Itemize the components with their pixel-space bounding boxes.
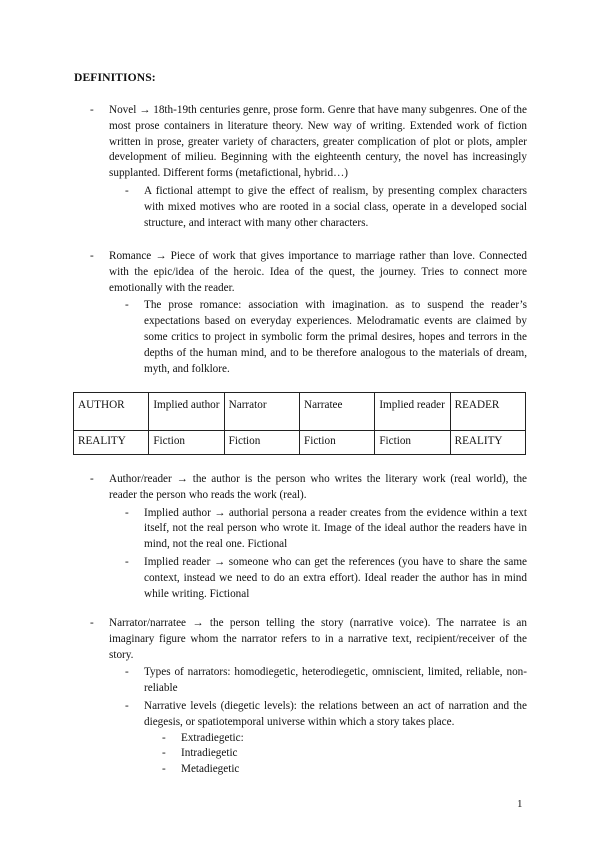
list-item-narrator (90, 616, 527, 663)
bullet-dash: - (162, 763, 166, 776)
novel-subitem (90, 184, 527, 231)
bullet-dash: - (125, 666, 129, 679)
level-intradiegetic (90, 746, 527, 762)
table-cell: AUTHOR (74, 393, 149, 431)
narrator-types-subitem (90, 665, 527, 697)
list-item-novel (90, 103, 527, 182)
list-item-author-reader (90, 472, 527, 504)
romance-text: Romance → Piece of work that gives importance to marriage rather than love. Connected with the epic/idea of the heroic. Idea of the quest, the journey. Tries to connect more emotionally with the reader. (109, 250, 527, 294)
bullet-dash: - (90, 617, 94, 629)
level-extradiegetic (90, 731, 527, 747)
bullet-dash: - (90, 250, 94, 262)
narrator-types-text: Types of narrators: homodiegetic, heterodiegetic, omniscient, limited, reliable, non-reliable (144, 666, 527, 695)
romance-section (90, 249, 527, 377)
narrative-levels-subitem (90, 699, 527, 731)
bullet-dash: - (125, 184, 129, 197)
romance-sub-text: The prose romance: association with imagination. as to suspend the reader’s expectations based on everyday experiences. Melodramatic events are claimed by some critics to project in symbolic form the primal desires, hopes and terrors in the depths of the human mind, and to be therefore analogous to the materials of dream, myth, and folklore. (144, 299, 527, 375)
novel-text: Novel → 18th-19th centuries genre, prose form. Genre that have many subgenres. One of the most prose containers in literature theory. New way of writing. Extended work of fiction written in prose, greater variety of characters, greater complication of plot or plots, ampler development of milieu. Beginning with the eighteenth century, the novel has increasingly supplanted. Different forms (metafictional, hybrid…) (109, 104, 527, 180)
table-row (74, 431, 526, 455)
novel-section (90, 103, 527, 231)
table-cell: Fiction (375, 431, 450, 455)
list-item-romance (90, 249, 527, 296)
romance-subitem (90, 298, 527, 377)
narrative-levels-text: Narrative levels (diegetic levels): the relations between an act of narration and the diegesis, or spatiotemporal universe within which a story takes place. (144, 699, 527, 728)
bullet-dash: - (162, 747, 166, 760)
roles-table (73, 392, 526, 455)
implied-author-subitem (90, 506, 527, 553)
table-cell: REALITY (450, 431, 525, 455)
novel-sub-text: A fictional attempt to give the effect of realism, by presenting complex characters with mixed motives who are rooted in a social class, operate in a developed social structure, and interact with many other characters. (144, 184, 527, 229)
author-reader-text: Author/reader → the author is the person who writes the literary work (real world), the reader the person who reads the work (real). (109, 473, 527, 501)
table-cell: Narratee (299, 393, 374, 431)
table-cell: Fiction (224, 431, 299, 455)
implied-author-text: Implied author → authorial persona a reader creates from the evidence within a text itself, not the real person who wrote it. Image of the ideal author the readers have in mind, not the real one. Fictional (144, 506, 527, 551)
level-text: Intradiegetic (181, 747, 238, 760)
bullet-dash: - (90, 104, 94, 116)
bullet-dash: - (162, 731, 166, 744)
bullet-dash: - (125, 699, 129, 712)
bullet-dash: - (125, 506, 129, 519)
table-cell: Implied reader (375, 393, 450, 431)
implied-reader-text: Implied reader → someone who can get the references (you have to share the same context, instead we need to do an extra effort). Ideal reader the author has in mind while writing. Fictional (144, 555, 527, 600)
table-cell: READER (450, 393, 525, 431)
bullet-dash: - (125, 555, 129, 568)
bullet-dash: - (125, 299, 129, 312)
table-cell: Fiction (149, 431, 224, 455)
table-cell: REALITY (74, 431, 149, 455)
implied-reader-subitem (90, 555, 527, 602)
narrator-section (90, 616, 527, 778)
level-text: Metadiegetic (181, 763, 240, 776)
table-row (74, 393, 526, 431)
level-text: Extradiegetic: (181, 731, 244, 744)
table-cell: Fiction (299, 431, 374, 455)
narrator-text: Narrator/narratee → the person telling the story (narrative voice). The narratee is an imaginary figure whom the narrator refers to in a narrative text, recipient/receiver of the story. (109, 617, 527, 661)
table-cell: Narrator (224, 393, 299, 431)
bullet-dash: - (90, 473, 94, 485)
author-reader-section (90, 472, 527, 602)
page-number: 1 (517, 798, 523, 810)
table-cell: Implied author (149, 393, 224, 431)
page-heading: DEFINITIONS: (74, 71, 156, 84)
level-metadiegetic (90, 762, 527, 778)
